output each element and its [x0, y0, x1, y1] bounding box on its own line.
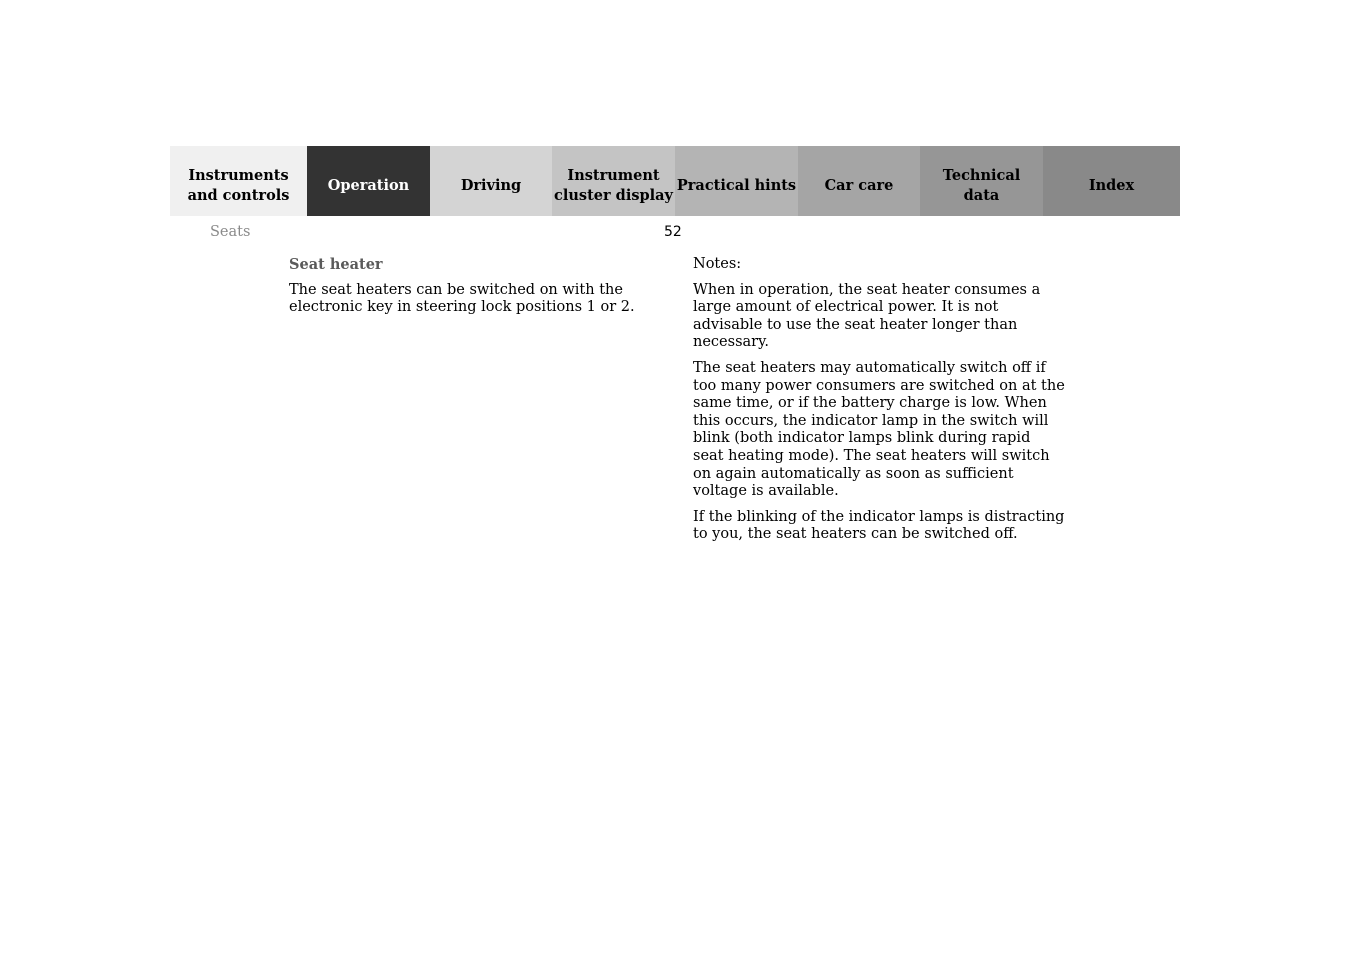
tab-instruments-and-controls[interactable]	[170, 146, 307, 216]
tab-label: Operation	[327, 177, 410, 194]
page-number: 52	[664, 224, 682, 240]
section-heading: Seat heater	[289, 256, 383, 273]
tab-instrument-cluster-display[interactable]	[552, 146, 675, 216]
notes-column	[693, 256, 1065, 552]
note-paragraph: If the blinking of the indicator lamps is distracting to you, the seat heaters can be switched off.	[693, 508, 1065, 543]
tab-driving[interactable]	[430, 146, 552, 216]
tab-label: Technical data	[942, 167, 1021, 204]
tab-technical-data[interactable]	[920, 146, 1043, 216]
chapter-nav	[170, 146, 1180, 216]
tab-operation[interactable]	[307, 146, 430, 216]
tab-label: Index	[1088, 177, 1135, 194]
tab-label: Driving	[460, 177, 522, 194]
left-column	[289, 256, 664, 325]
section-title: Seats	[210, 224, 251, 240]
tab-car-care[interactable]	[798, 146, 920, 216]
tab-label: Instrument cluster display	[554, 167, 673, 204]
notes-label: Notes:	[693, 256, 742, 272]
note-paragraph: The seat heaters may automatically switch off if too many power consumers are switched on at the same time, or if the battery charge is low. When this occurs, the indicator lamp in the switch will blink (both indicator lamps blink during rapid seat heating mode). The seat heaters will switch on again automatically as soon as sufficient voltage is available.	[693, 359, 1065, 500]
tab-label: Instruments and controls	[187, 167, 290, 204]
tab-practical-hints[interactable]	[675, 146, 798, 216]
tab-label: Car care	[824, 177, 894, 194]
tab-label: Practical hints	[676, 177, 797, 194]
body-paragraph: The seat heaters can be switched on with the electronic key in steering lock positions 1 or 2.	[289, 281, 635, 316]
note-paragraph: When in operation, the seat heater consumes a large amount of electrical power. It is not advisable to use the seat heater longer than necessary.	[693, 281, 1041, 351]
tab-index[interactable]	[1043, 146, 1180, 216]
